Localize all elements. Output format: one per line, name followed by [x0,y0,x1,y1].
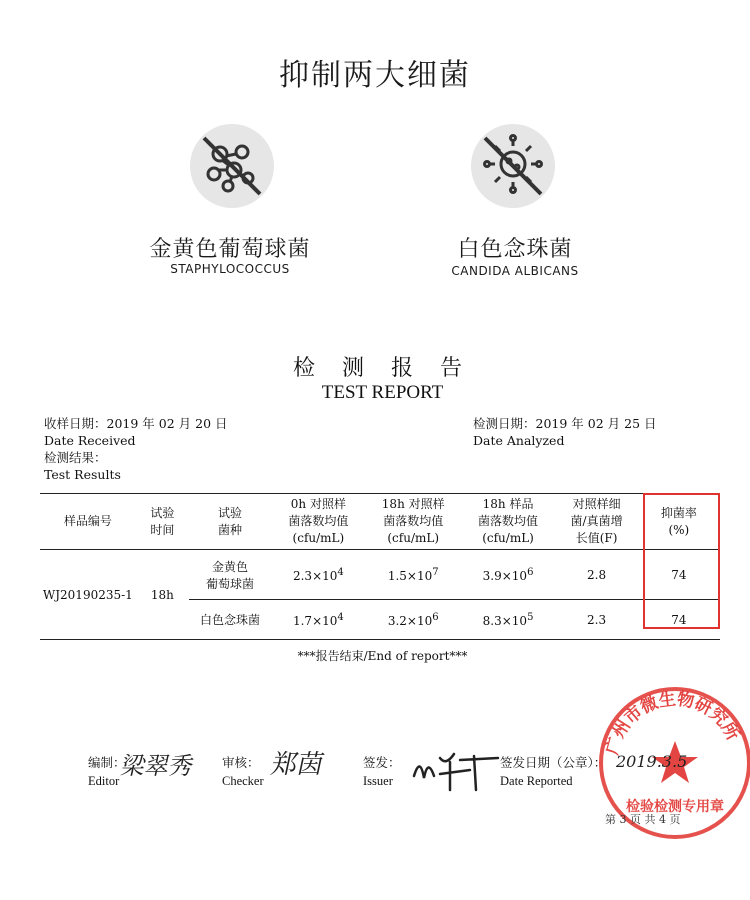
page-title: 抑制两大细菌 [279,58,471,93]
count-0h-cell: $2.3\times 10^4$ [271,550,366,600]
editor-handwriting: 梁翠秀 [118,752,197,780]
bacteria-name-en: STAPHYLOCOCCUS [170,262,290,276]
report-meta-left [44,415,228,483]
date-analyzed-cn: 检测日期：2019 年 02 月 25 日 [473,416,657,431]
issuer-label-cn: 签发： [363,755,401,770]
count-18h-sample-cell: $3.9\times 10^6$ [461,550,556,600]
report-title-cn: 检 测 报 告 [293,356,472,381]
editor-label-en: Editor [88,774,120,788]
date-analyzed-en: Date Analyzed [473,433,565,448]
strain-cell: 金黄色 葡萄球菌 [189,550,271,600]
report-title-en: TEST REPORT [321,382,444,403]
date-received-cn: 收样日期：2019 年 02 月 20 日 [44,416,228,431]
checker-signature [222,754,264,790]
col-header-time: 试验 时间 [150,505,175,537]
checker-label-en: Checker [222,774,264,788]
sample-id-cell: WJ20190235-1 [42,587,133,602]
staphylococcus-icon [190,124,274,208]
svg-text:检验检测专用章: 检验检测专用章 [626,799,724,815]
signature-row [30,750,735,810]
rate-cell: 74 [638,550,720,600]
date-reported [500,754,606,790]
svg-text:广州市微生物研究所: 广州市微生物研究所 [602,689,743,757]
count-0h-cell: $1.7\times 10^4$ [292,611,344,628]
date-received-en: Date Received [44,433,136,448]
candida-icon [471,124,555,208]
table-header-row [40,494,720,550]
test-results-cn: 检测结果： [44,450,107,465]
test-results-en: Test Results [44,467,121,482]
table-row [40,550,720,600]
col-header-sample-id: 样品编号 [63,514,112,528]
count-18h-sample-cell: $8.3\times 10^5$ [482,611,534,628]
growth-cell: 2.3 [587,612,607,627]
issuer-handwriting [410,746,510,796]
test-report [30,345,743,900]
rate-highlight-box [643,493,720,629]
bacteria-name-cn: 金黄色葡萄球菌 [149,237,311,262]
rate-cell: 74 [671,612,687,627]
col-header-18h-control: 18h 对照样 菌落数均值 (cfu/mL) [381,497,445,545]
issuer-signature [363,754,401,790]
date-reported-handwriting: 2019.3.5 [616,752,688,771]
bacteria-name-en: CANDIDA ALBICANS [451,264,579,278]
count-18h-control-cell: $3.2\times 10^6$ [387,611,439,628]
col-header-18h-sample: 18h 样品 菌落数均值 (cfu/mL) [478,497,539,545]
count-18h-control-cell: $1.5\times 10^7$ [366,550,461,600]
time-cell: 18h [150,587,174,602]
growth-cell: 2.8 [555,550,637,600]
col-header-rate: 抑菌率 (%) [660,505,697,537]
end-of-report: ***报告结束/End of report*** [297,649,468,663]
col-header-0h: 0h 对照样 菌落数均值 (cfu/mL) [288,497,349,545]
page-number: 第 3 页 共 4 页 [605,813,681,826]
results-table [40,493,720,640]
col-header-growth: 对照样细 菌/真菌增 长值(F) [570,497,623,545]
date-reported-label-cn: 签发日期（公章）： [500,755,607,770]
checker-handwriting: 郑茵 [268,750,327,780]
issuer-label-en: Issuer [363,774,393,788]
editor-label-cn: 编制： [88,755,126,770]
strain-cell: 白色念珠菌 [199,613,260,627]
col-header-strain: 试验 菌种 [217,505,242,537]
checker-label-cn: 审核： [222,755,260,770]
report-meta-right [473,415,657,449]
date-reported-label-en: Date Reported [500,774,573,788]
bacteria-name-cn: 白色念珠菌 [457,237,573,262]
